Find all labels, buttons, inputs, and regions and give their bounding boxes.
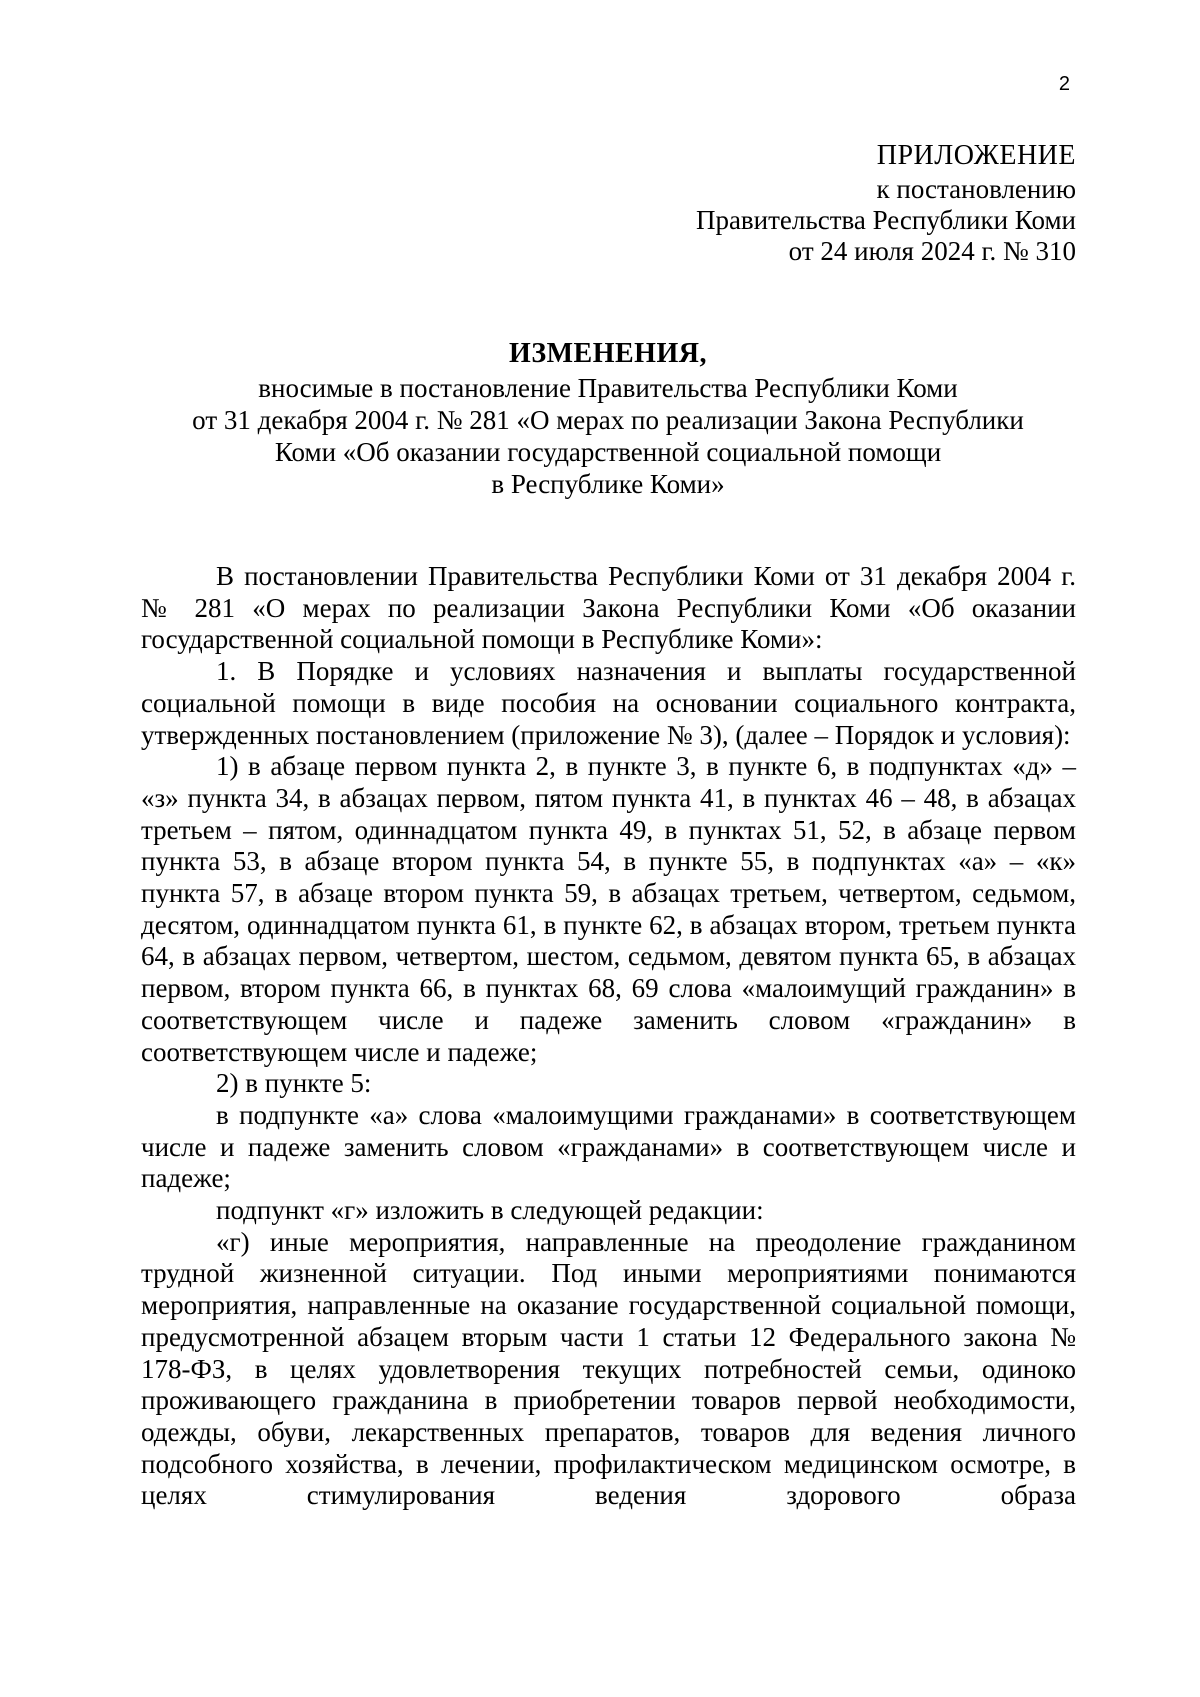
appendix-title: ПРИЛОЖЕНИЕ — [876, 140, 1076, 171]
appendix-line-resolution: к постановлению — [876, 174, 1076, 204]
paragraph-subitem-2-g-text: «г) иные мероприятия, направленные на преодоление гражданином трудной жизненной ситуации. Под иными мероприятиями понимаются мероприятия, направленные на оказание государственной социальной помощи, предусмотренной абзацем вторым части 1 статьи 12 Федерального закона № 178-ФЗ, в целях удовлетворения текущих потребностей семьи, одиноко проживающего гражданина в приобретении товаров первой необходимости, одежды, обуви, лекарственных препаратов, товаров для ведения личного подсобного хозяйства, в лечении, профилактическом медицинском осмотре, в целях стимулирования ведения здорового образа — [141, 1226, 1076, 1511]
appendix-block — [696, 138, 1076, 267]
paragraph-subitem-1: 1) в абзаце первом пункта 2, в пункте 3, в пункте 6, в подпунктах «д» – «з» пункта 34, в абзацах первом, пятом пункта 41, в пунктах 46 – 48, в абзацах третьем – пятом, одиннадцатом пункта 49, в пунктах 51, 52, в абзаце первом пункта 53, в абзаце втором пункта 54, в пункте 55, в подпунктах «а» – «к» пункта 57, в абзаце втором пункта 59, в абзацах третьем, четвертом, седьмом, десятом, одиннадцатом пункта 61, в пункте 62, в абзацах втором, третьем пункта 64, в абзацах первом, четвертом, шестом, седьмом, девятом пункта 65, в абзацах первом, втором пункта 66, в пунктах 68, 69 слова «малоимущий гражданин» в соответствующем числе и падеже заменить словом «гражданин» в соответствующем числе и падеже; — [141, 751, 1076, 1067]
document-heading — [140, 336, 1076, 500]
heading-subtitle-line-3: Коми «Об оказании государственной социальной помощи — [274, 437, 942, 467]
heading-title: ИЗМЕНЕНИЯ, — [509, 338, 707, 369]
appendix-line-date: от 24 июля 2024 г. № 310 — [788, 236, 1076, 266]
heading-subtitle-line-1: вносимые в постановление Правительства Республики Коми — [258, 373, 958, 403]
paragraph-subitem-2-a: в подпункте «а» слова «малоимущими гражданами» в соответствующем числе и падеже заменить словом «гражданами» в соответствующем числе и падеже; — [141, 1099, 1076, 1194]
heading-subtitle-line-2: от 31 декабря 2004 г. № 281 «О мерах по реализации Закона Республики — [192, 405, 1024, 435]
document-body — [141, 561, 1076, 1512]
paragraph-subitem-2-g-intro: подпункт «г» изложить в следующей редакции: — [216, 1195, 764, 1226]
paragraph-subitem-2: 2) в пункте 5: — [216, 1068, 372, 1099]
appendix-line-government: Правительства Республики Коми — [695, 205, 1076, 235]
page-number: 2 — [1058, 73, 1070, 95]
heading-subtitle-line-4: в Республике Коми» — [491, 469, 725, 499]
paragraph-intro: В постановлении Правительства Республики Коми от 31 декабря 2004 г. № 281 «О мерах по реализации Закона Республики Коми «Об оказании государственной социальной помощи в Республике Коми»: — [141, 561, 1076, 655]
paragraph-item-1: 1. В Порядке и условиях назначения и выплаты государственной социальной помощи в виде пособия на основании социального контракта, утвержденных постановлением (приложение № 3), (далее – Порядок и условия): — [141, 656, 1076, 750]
